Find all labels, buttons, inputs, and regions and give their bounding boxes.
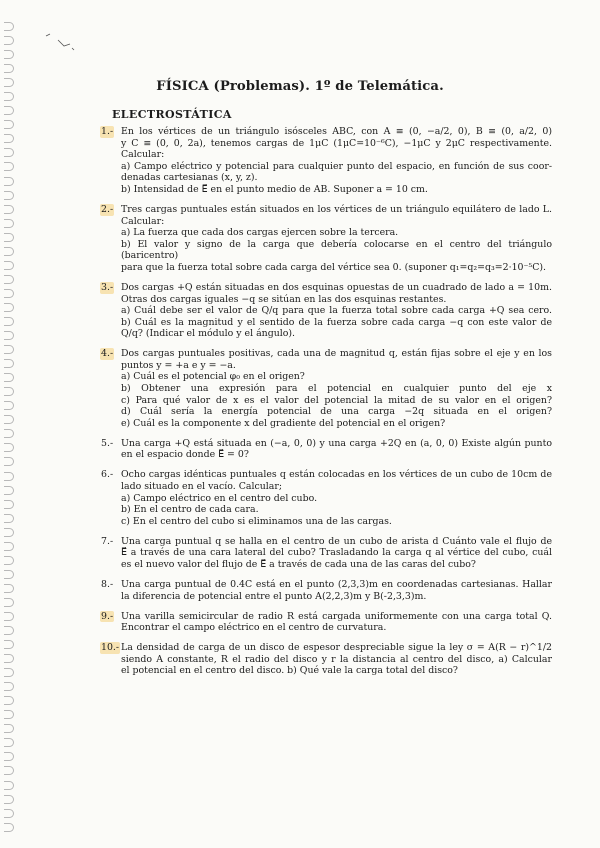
spiral-ring <box>4 120 14 129</box>
spiral-ring <box>4 345 14 354</box>
problem-item <box>100 282 552 340</box>
spiral-ring <box>4 668 14 677</box>
spiral-ring <box>4 626 14 635</box>
problem-text-line: Otras dos cargas iguales −q se sitúan en las dos esquinas restantes. <box>121 293 447 305</box>
spiral-ring <box>4 275 14 284</box>
spiral-ring <box>4 177 14 186</box>
problem-item <box>100 438 552 461</box>
spiral-ring <box>4 556 14 565</box>
problem-item <box>100 348 552 429</box>
problem-number: 6.- <box>101 469 114 481</box>
page-title: FÍSICA (Problemas). 1º de Telemática. <box>156 79 444 94</box>
problem-text-line: a) Cuál debe ser el valor de Q/q para que la fuerza total sobre cada carga +Q sea cero. <box>121 305 552 317</box>
problem-number: 9.- <box>101 610 114 622</box>
problem-text-line: b) Cuál es la magnitud y el sentido de la fuerza sobre cada carga −q con este valor de <box>121 316 552 328</box>
spiral-ring <box>4 472 14 481</box>
problem-text-line: La densidad de carga de un disco de espesor despreciable sigue la ley σ = A(R − r)^1/2 <box>121 642 552 654</box>
spiral-ring <box>4 514 14 523</box>
spiral-ring <box>4 205 14 214</box>
spiral-ring <box>4 317 14 326</box>
section-heading: ELECTROSTÁTICA <box>112 108 232 121</box>
spiral-ring <box>4 795 14 804</box>
problem-text-line: b) Intensidad de E⃗ en el punto medio de AB. Suponer a = 10 cm. <box>121 183 428 195</box>
problem-text-line: puntos y = +a e y = −a. <box>121 359 236 371</box>
problem-number: 3.- <box>101 281 114 293</box>
spiral-ring <box>4 696 14 705</box>
spiral-ring <box>4 738 14 747</box>
problem-text-line: e) Cuál es la componente x del gradiente del potencial en el origen? <box>121 417 446 429</box>
problem-text-line: Una carga puntual de 0.4C está en el punto (2,3,3)m en coordenadas cartesianas. Hallar <box>121 578 552 590</box>
problem-number: 4.- <box>101 348 114 360</box>
problem-text-line: b) Obtener una expresión para el potencial en cualquier punto del eje x <box>121 383 552 395</box>
spiral-ring <box>4 486 14 495</box>
problem-text-line: lado situado en el vacío. Calcular; <box>121 480 282 492</box>
problem-text-line: Dos cargas +Q están situadas en dos esquinas opuestas de un cuadrado de lado a = 10m. <box>121 281 552 293</box>
spiral-ring <box>4 640 14 649</box>
problem-number: 10.- <box>101 642 120 654</box>
spiral-ring <box>4 654 14 663</box>
spiral-ring <box>4 219 14 228</box>
problem-item <box>100 536 552 571</box>
spiral-ring <box>4 724 14 733</box>
problem-number: 5.- <box>101 437 114 449</box>
problem-text-line: Dos cargas puntuales positivas, cada una de magnitud q, están fijas sobre el eje y en los <box>121 348 552 360</box>
problem-text-line: en el espacio donde E⃗ = 0? <box>121 449 249 461</box>
spiral-ring <box>4 612 14 621</box>
problem-number: 1.- <box>101 126 114 137</box>
spiral-ring <box>4 387 14 396</box>
spiral-ring <box>4 710 14 719</box>
spiral-ring <box>4 331 14 340</box>
spiral-ring <box>4 261 14 270</box>
spiral-ring <box>4 542 14 551</box>
problem-text-line: Ocho cargas idénticas puntuales q están colocadas en los vértices de un cubo de 10cm de <box>121 469 552 481</box>
problem-text-line: y C ≡ (0, 0, 2a), tenemos cargas de 1μC (1μC=10⁻⁶C), −1μC y 2μC respectivamente. <box>121 137 552 149</box>
spiral-ring <box>4 134 14 143</box>
spiral-ring <box>4 64 14 73</box>
problem-text-line: d) Cuál sería la energía potencial de una carga −2q situada en el origen? <box>121 406 552 418</box>
spiral-ring <box>4 359 14 368</box>
problem-text-line: c) Para qué valor de x es el valor del potencial la mitad de su valor en el origen? <box>121 394 552 406</box>
spiral-ring <box>4 36 14 45</box>
spiral-ring <box>4 781 14 790</box>
problem-text-line: Una varilla semicircular de radio R está cargada uniformemente con una carga total Q. <box>121 610 552 622</box>
spiral-ring <box>4 598 14 607</box>
spiral-ring <box>4 443 14 452</box>
spiral-ring <box>4 289 14 298</box>
spiral-ring <box>4 401 14 410</box>
problem-item <box>100 579 552 602</box>
spiral-ring <box>4 162 14 171</box>
spiral-ring <box>4 500 14 509</box>
spiral-ring <box>4 106 14 115</box>
spiral-ring <box>4 415 14 424</box>
problem-text-line: a) Cuál es el potencial φ₀ en el origen? <box>121 371 305 383</box>
problem-item <box>100 126 552 196</box>
spiral-ring <box>4 148 14 157</box>
problem-item <box>100 642 552 677</box>
spiral-ring <box>4 570 14 579</box>
spiral-ring <box>4 457 14 466</box>
problem-text-line: Tres cargas puntuales están situados en los vértices de un triángulo equilátero de lado L. <box>121 203 552 215</box>
problem-text-line: Calcular: <box>121 215 165 227</box>
spiral-ring <box>4 823 14 832</box>
problem-item <box>100 469 552 527</box>
spiral-ring <box>4 247 14 256</box>
spiral-ring <box>4 22 14 31</box>
problem-text-line: Una carga puntual q se halla en el centro de un cubo de arista d Cuánto vale el flujo de <box>121 535 552 547</box>
spiral-ring <box>4 766 14 775</box>
spiral-ring <box>4 809 14 818</box>
problem-item <box>100 204 552 274</box>
spiral-ring <box>4 303 14 312</box>
pencil-mark-doodle <box>44 32 84 54</box>
problem-text-line: b) El valor y signo de la carga que debería colocarse en el centro del triángulo (baricentro) <box>121 238 552 262</box>
problem-number: 8.- <box>101 578 114 590</box>
problem-text-line: a) Campo eléctrico en el centro del cubo. <box>121 492 318 504</box>
problem-text-line: Encontrar el campo eléctrico en el centro de curvatura. <box>121 622 387 634</box>
problem-text-line: En los vértices de un triángulo isósceles ABC, con A ≡ (0, −a/2, 0), B ≡ (0, a/2, 0) <box>121 126 552 137</box>
problem-text-line: Una carga +Q está situada en (−a, 0, 0) y una carga +2Q en (a, 0, 0) Existe algún punto <box>121 437 552 449</box>
problem-text-line: a) Campo eléctrico y potencial para cualquier punto del espacio, en función de sus coor- <box>121 160 552 172</box>
problem-text-line: E⃗ a través de una cara lateral del cubo? Trasladando la carga q al vértice del cubo, cuál <box>121 547 552 559</box>
spiral-ring <box>4 373 14 382</box>
problem-text-line: Calcular: <box>121 149 165 161</box>
spiral-ring <box>4 50 14 59</box>
problem-text-line: es el nuevo valor del flujo de E⃗ a través de cada una de las caras del cubo? <box>121 558 476 570</box>
problem-text-line: a) La fuerza que cada dos cargas ejercen sobre la tercera. <box>121 227 399 239</box>
problem-list <box>100 126 552 685</box>
problem-item <box>100 611 552 634</box>
problem-text-line: b) En el centro de cada cara. <box>121 504 259 516</box>
spiral-ring <box>4 429 14 438</box>
problem-text-line: c) En el centro del cubo si eliminamos una de las cargas. <box>121 515 392 527</box>
spiral-ring <box>4 752 14 761</box>
problem-number: 2.- <box>101 203 114 215</box>
spiral-ring <box>4 584 14 593</box>
problem-text-line: el potencial en el centro del disco. b) Qué vale la carga total del disco? <box>121 665 458 677</box>
problem-text-line: Q/q? (Indicar el módulo y el ángulo). <box>121 328 296 340</box>
spiral-ring <box>4 682 14 691</box>
problem-text-line: siendo A constante, R el radio del disco y r la distancia al centro del disco, a) Calcular <box>121 653 552 665</box>
spiral-ring <box>4 528 14 537</box>
spiral-ring <box>4 191 14 200</box>
problem-text-line: la diferencia de potencial entre el punto A(2,2,3)m y B(-2,3,3)m. <box>121 590 427 602</box>
spiral-ring <box>4 233 14 242</box>
spiral-binding <box>2 22 16 832</box>
problem-text-line: para que la fuerza total sobre cada carga del vértice sea 0. (suponer q₁=q₂=q₃=2·10⁻⁵C). <box>121 261 547 273</box>
problem-number: 7.- <box>101 535 114 547</box>
problem-text-line: denadas cartesianas (x, y, z). <box>121 172 258 184</box>
